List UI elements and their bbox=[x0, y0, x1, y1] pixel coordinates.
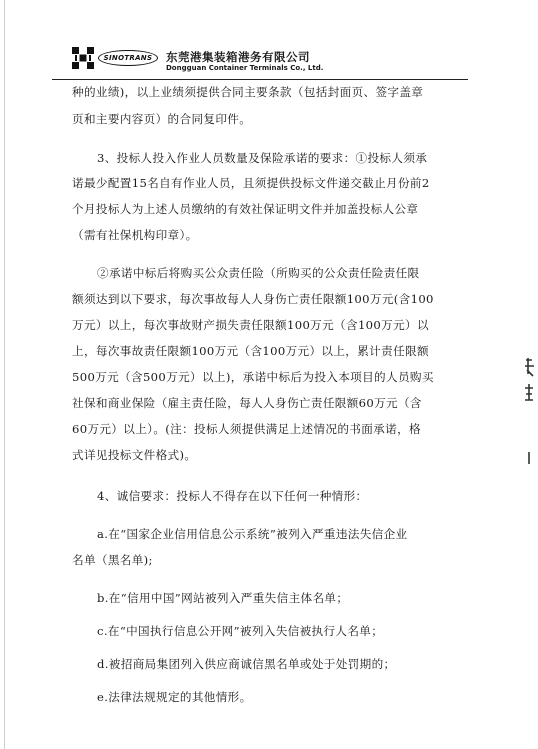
text-line: 3、投标人投入作业人员数量及保险承诺的要求：①投标人须承 bbox=[97, 151, 428, 165]
company-name-cn: 东莞港集装箱港务有限公司 bbox=[166, 50, 310, 64]
header-divider bbox=[52, 79, 468, 80]
text-line: 诺最少配置15名自有作业人员，且须提供投标文件递交截止月份前2 bbox=[72, 176, 430, 190]
text-line: 上，每次事故责任限额100万元（含100万元）以上，累计责任限额 bbox=[72, 344, 429, 358]
text-line: 60万元）以上）。(注：投标人须提供满足上述情况的书面承诺，格 bbox=[72, 422, 421, 436]
list-item: d.被招商局集团列入供应商诚信黑名单或处于处罚期的； bbox=[97, 657, 396, 671]
text-line: 社保和商业保险（雇主责任险，每人人身伤亡责任限额60万元（含 bbox=[72, 396, 422, 410]
list-item: c.在“中国执行信息公开网”被列入失信被执行人名单； bbox=[97, 624, 384, 638]
text-line: 页和主要内容页）的合同复印件。 bbox=[72, 112, 252, 126]
list-item: a.在“国家企业信用信息公示系统”被列入严重违法失信企业 bbox=[97, 527, 408, 541]
page-border bbox=[4, 0, 5, 749]
text-line: 4、诚信要求：投标人不得存在以下任何一种情形： bbox=[97, 489, 368, 503]
text-line: 名单（黑名单); bbox=[72, 553, 153, 567]
list-item: e.法律法规规定的其他情形。 bbox=[97, 690, 252, 704]
text-line: 种的业绩)，以上业绩须提供合同主要条款（包括封面页、签字盖章 bbox=[72, 85, 424, 99]
text-line: 个月投标人为上述人员缴纳的有效社保证明文件并加盖投标人公章 bbox=[72, 202, 419, 216]
company-name-en: Dongguan Container Terminals Co., Ltd. bbox=[166, 64, 324, 72]
text-line: 万元）以上，每次事故财产损失责任限额100万元（含100万元）以 bbox=[72, 318, 429, 332]
list-item: b.在“信用中国”网站被列入严重失信主体名单； bbox=[97, 591, 349, 605]
text-line: （需有社保机构印章）。 bbox=[72, 228, 198, 242]
letterhead bbox=[52, 44, 352, 78]
logo-wordmark: SINOTRANS bbox=[98, 50, 158, 66]
text-line: 额须达到以下要求，每次事故每人人身伤亡责任限额100万元(含100 bbox=[72, 292, 434, 306]
text-line: 式详见投标文件格式)。 bbox=[72, 448, 197, 462]
company-logo-icon bbox=[72, 47, 94, 69]
text-line: ②承诺中标后将购买公众责任险（所购买的公众责任险责任限 bbox=[97, 266, 420, 280]
seal-stamp-fragment-icon bbox=[522, 356, 536, 466]
text-line: 500万元（含500万元）以上)，承诺中标后为投入本项目的人员购买 bbox=[72, 370, 434, 384]
